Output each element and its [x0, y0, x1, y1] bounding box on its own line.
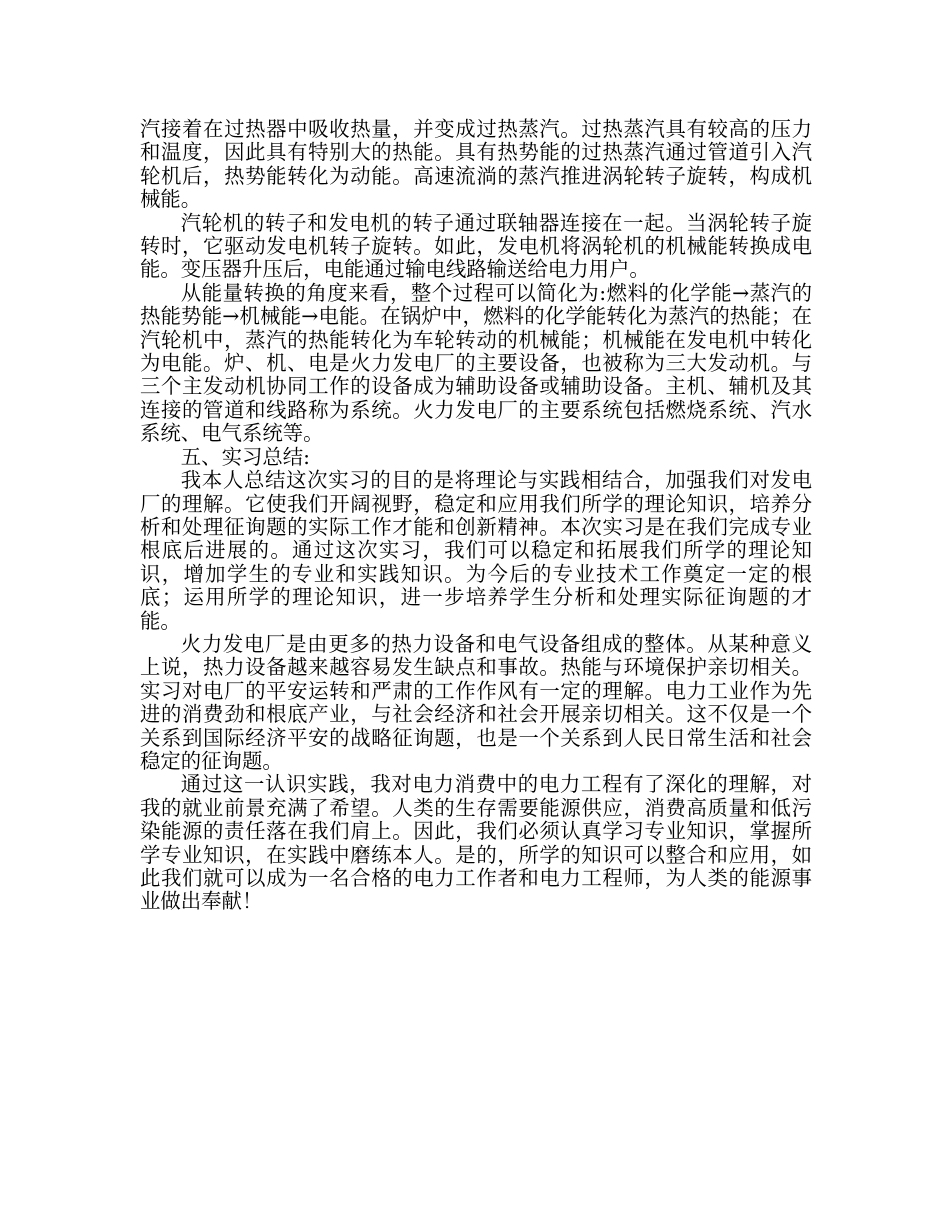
- document-page: [140, 118, 812, 914]
- paragraph-generator: 汽轮机的转子和发电机的转子通过联轴器连接在一起。当涡轮转子旋转时，它驱动发电机转子旋转。如此，发电机将涡轮机的机械能转换成电能。变压器升压后，电能通过输电线路输送给电力用户。: [140, 210, 812, 282]
- paragraph-energy-conversion: 从能量转换的角度来看，整个过程可以简化为:燃料的化学能→蒸汽的热能势能→机械能→电能。在锅炉中，燃料的化学能转化为蒸汽的热能；在汽轮机中，蒸汽的热能转化为车轮转动的机械能；机械能在发电机中转化为电能。炉、机、电是火力发电厂的主要设备，也被称为三大发动机。与三个主发动机协同工作的设备成为辅助设备或辅助设备。主机、辅机及其连接的管道和线路称为系统。火力发电厂的主要系统包括燃烧系统、汽水系统、电气系统等。: [140, 280, 812, 446]
- paragraph-turbine-steam: 汽接着在过热器中吸收热量，并变成过热蒸汽。过热蒸汽具有较高的压力和温度，因此具有特别大的热能。具有热势能的过热蒸汽通过管道引入汽轮机后，热势能转化为动能。高速流淌的蒸汽推进涡轮转子旋转，构成机械能。: [140, 117, 812, 212]
- paragraph-summary-purpose: 我本人总结这次实习的目的是将理论与实践相结合，加强我们对发电厂的理解。它使我们开阔视野，稳定和应用我们所学的理论知识，培养分析和处理征询题的实际工作才能和创新精神。本次实习是在我们完成专业根底后进展的。通过这次实习，我们可以稳定和拓展我们所学的理论知识，增加学生的专业和实践知识。为今后的专业技术工作奠定一定的根底；运用所学的理论知识，进一步培养学生分析和处理实际征询题的才能。: [140, 468, 812, 633]
- paragraph-conclusion: 通过这一认识实践，我对电力消费中的电力工程有了深化的理解，对我的就业前景充满了希望。人类的生存需要能源供应，消费高质量和低污染能源的责任落在我们肩上。因此，我们必须认真学习专业知识，掌握所学专业知识，在实践中磨练本人。是的，所学的知识可以整合和应用，如此我们就可以成为一名合格的电力工作者和电力工程师，为人类的能源事业做出奉献！: [140, 772, 812, 914]
- paragraph-power-plant: 火力发电厂是由更多的热力设备和电气设备组成的整体。从某种意义上说，热力设备越来越容易发生缺点和事故。热能与环境保护亲切相关。实习对电厂的平安运转和严肃的工作作风有一定的理解。电力工业作为先进的消费劲和根底产业，与社会经济和社会开展亲切相关。这不仅是一个关系到国际经济平安的战略征询题，也是一个关系到人民日常生活和社会稳定的征询题。: [140, 631, 812, 773]
- section-heading-summary: 五、实习总结:: [180, 444, 311, 469]
